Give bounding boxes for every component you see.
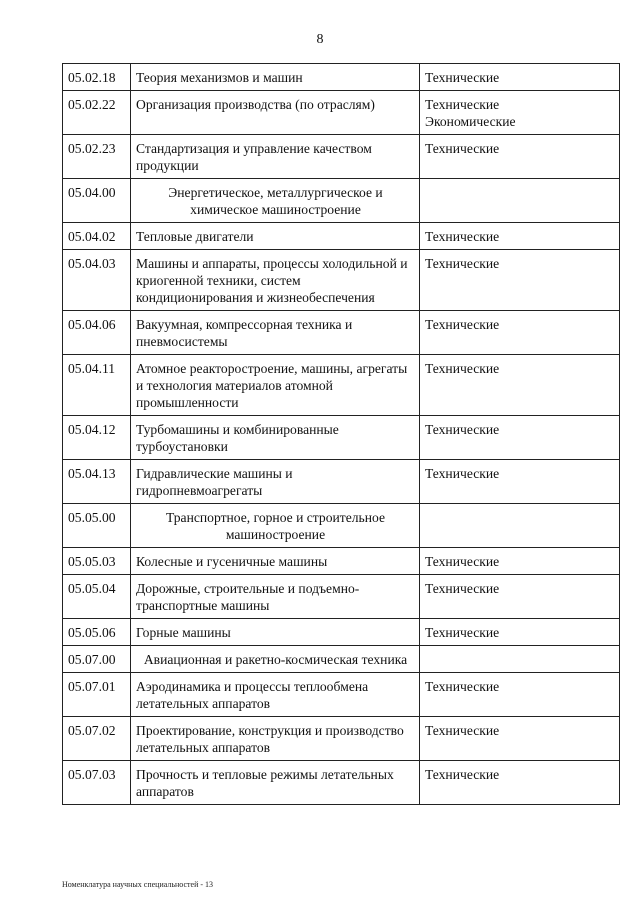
table-row xyxy=(63,673,620,717)
table-row xyxy=(63,460,620,504)
specialty-code: 05.02.18 xyxy=(63,64,131,91)
science-field: Технические xyxy=(425,466,500,481)
table-row xyxy=(63,135,620,179)
science-fields xyxy=(420,91,620,135)
specialties-table xyxy=(62,63,620,805)
specialty-code: 05.05.00 xyxy=(63,504,131,548)
table-row xyxy=(63,250,620,311)
table-row xyxy=(63,91,620,135)
specialty-code: 05.04.00 xyxy=(63,179,131,223)
specialty-code: 05.07.01 xyxy=(63,673,131,717)
table-row xyxy=(63,575,620,619)
specialty-code: 05.04.06 xyxy=(63,311,131,355)
specialty-name: Прочность и тепловые режимы летательных аппаратов xyxy=(131,761,420,805)
specialty-name: Вакуумная, компрессорная техника и пневмосистемы xyxy=(131,311,420,355)
table-row xyxy=(63,416,620,460)
science-fields xyxy=(420,460,620,504)
specialty-name: Организация производства (по отраслям) xyxy=(131,91,420,135)
science-fields xyxy=(420,64,620,91)
science-field: Технические xyxy=(425,723,500,738)
specialty-code: 05.07.00 xyxy=(63,646,131,673)
specialty-code: 05.04.13 xyxy=(63,460,131,504)
table-body xyxy=(63,64,620,805)
table-row-group xyxy=(63,179,620,223)
table-row-group xyxy=(63,646,620,673)
science-fields xyxy=(420,135,620,179)
science-fields xyxy=(420,416,620,460)
specialty-name: Горные машины xyxy=(131,619,420,646)
table-row xyxy=(63,761,620,805)
science-fields xyxy=(420,761,620,805)
science-field: Технические xyxy=(425,97,500,112)
specialty-name: Атомное реакторостроение, машины, агрегаты и технология материалов атомной промышленности xyxy=(131,355,420,416)
science-field: Технические xyxy=(425,679,500,694)
specialty-name: Гидравлические машины и гидропневмоагрегаты xyxy=(131,460,420,504)
science-fields xyxy=(420,673,620,717)
group-name: Авиационная и ракетно-космическая техника xyxy=(131,646,420,673)
science-fields xyxy=(420,646,620,673)
specialty-code: 05.04.11 xyxy=(63,355,131,416)
specialty-name: Теория механизмов и машин xyxy=(131,64,420,91)
science-fields xyxy=(420,717,620,761)
science-field: Технические xyxy=(425,256,500,271)
table-row xyxy=(63,619,620,646)
specialty-name: Проектирование, конструкция и производство летательных аппаратов xyxy=(131,717,420,761)
specialty-name: Турбомашины и комбинированные турбоустановки xyxy=(131,416,420,460)
science-field: Технические xyxy=(425,422,500,437)
specialty-name: Тепловые двигатели xyxy=(131,223,420,250)
science-fields xyxy=(420,575,620,619)
science-field: Технические xyxy=(425,581,500,596)
specialty-name: Машины и аппараты, процессы холодильной и криогенной техники, систем кондиционирования и жизнеобеспечения xyxy=(131,250,420,311)
science-fields xyxy=(420,311,620,355)
science-field: Технические xyxy=(425,141,500,156)
science-field: Технические xyxy=(425,767,500,782)
specialty-code: 05.07.02 xyxy=(63,717,131,761)
science-fields xyxy=(420,355,620,416)
page-number: 8 xyxy=(316,32,324,47)
group-name: Энергетическое, металлургическое и химическое машиностроение xyxy=(131,179,420,223)
specialty-code: 05.05.04 xyxy=(63,575,131,619)
specialty-code: 05.02.23 xyxy=(63,135,131,179)
table-row xyxy=(63,64,620,91)
science-fields xyxy=(420,250,620,311)
table-row xyxy=(63,355,620,416)
specialty-code: 05.04.12 xyxy=(63,416,131,460)
group-name: Транспортное, горное и строительное машиностроение xyxy=(131,504,420,548)
specialty-code: 05.05.03 xyxy=(63,548,131,575)
specialty-name: Стандартизация и управление качеством продукции xyxy=(131,135,420,179)
science-fields xyxy=(420,504,620,548)
table-row xyxy=(63,717,620,761)
science-field: Технические xyxy=(425,70,500,85)
specialty-code: 05.04.02 xyxy=(63,223,131,250)
science-field: Технические xyxy=(425,554,500,569)
science-fields xyxy=(420,548,620,575)
table-row xyxy=(63,311,620,355)
science-field: Технические xyxy=(425,625,500,640)
science-fields xyxy=(420,619,620,646)
specialty-code: 05.02.22 xyxy=(63,91,131,135)
specialty-code: 05.05.06 xyxy=(63,619,131,646)
table-row-group xyxy=(63,504,620,548)
specialty-code: 05.07.03 xyxy=(63,761,131,805)
specialty-name: Дорожные, строительные и подъемно-транспортные машины xyxy=(131,575,420,619)
specialty-name: Колесные и гусеничные машины xyxy=(131,548,420,575)
table-row xyxy=(63,223,620,250)
science-field: Экономические xyxy=(425,114,516,129)
science-field: Технические xyxy=(425,361,500,376)
table-row xyxy=(63,548,620,575)
science-field: Технические xyxy=(425,317,500,332)
science-fields xyxy=(420,223,620,250)
specialty-code: 05.04.03 xyxy=(63,250,131,311)
science-field: Технические xyxy=(425,229,500,244)
science-fields xyxy=(420,179,620,223)
specialty-name: Аэродинамика и процессы теплообмена летательных аппаратов xyxy=(131,673,420,717)
page-footer: Номенклатура научных специальностей - 13 xyxy=(62,880,214,889)
